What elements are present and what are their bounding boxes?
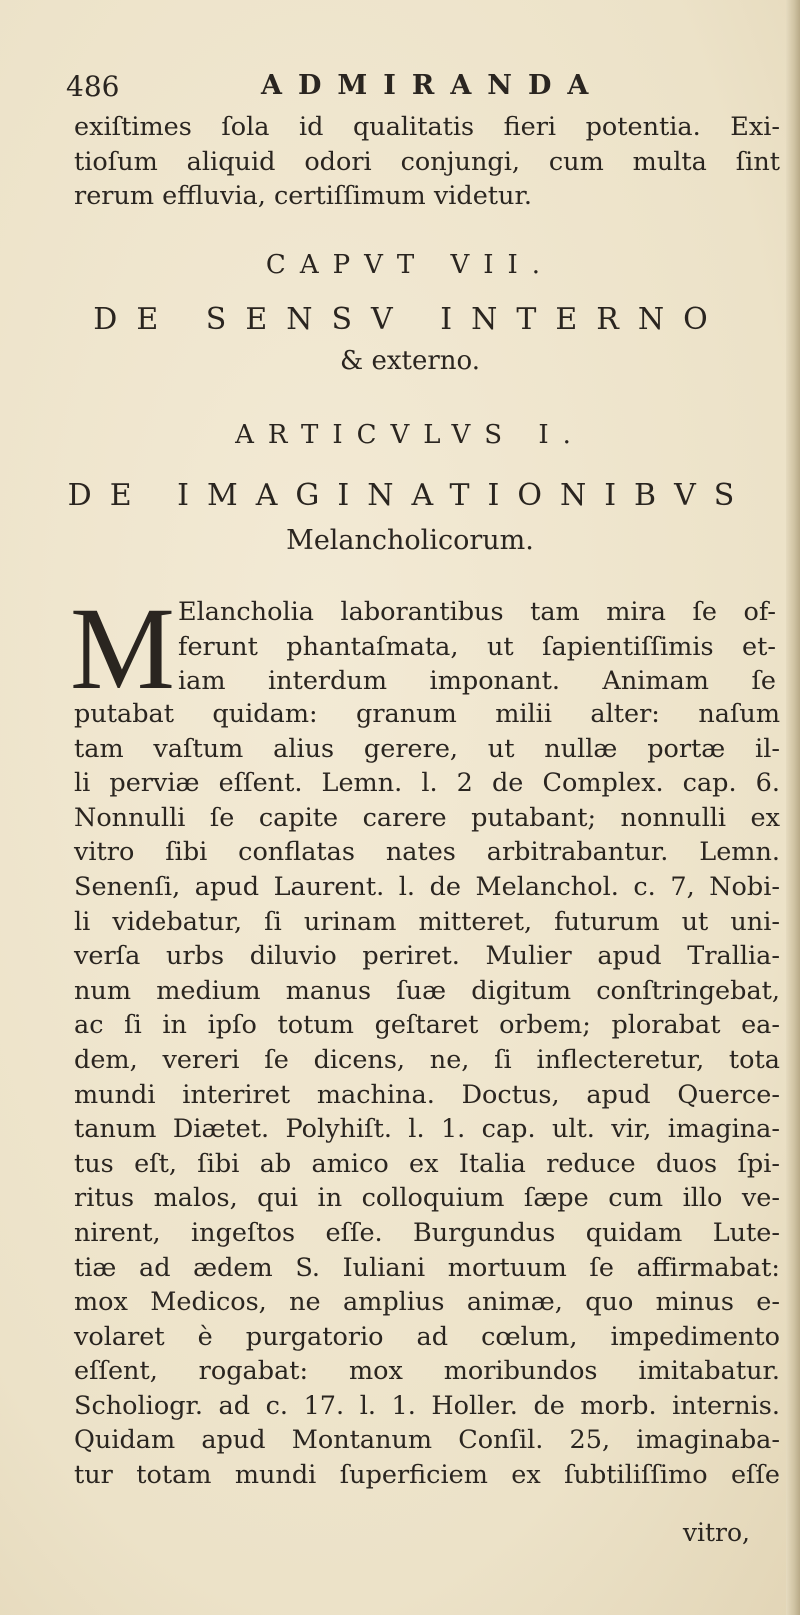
article-heading: ARTICVLVS I. [235,420,585,450]
text-line: putabat quidam: granum milii alter: naſum [74,699,780,729]
drop-cap: M [70,583,175,714]
page-header [66,70,766,108]
text-line: ritus malos, qui in colloquium ſæpe cum illo ve- [74,1183,780,1214]
page-edge [786,0,800,1615]
text-line: Senenſi, apud Laurent. l. de Melanchol. c. 7, Nobi- [74,871,780,902]
text-line: li videbatur, ſi urinam mitteret, futurum ut uni- [74,906,780,937]
text-line: vitro ſibi conflatas nates arbitrabantur. Lemn. [74,837,780,868]
text-line: li perviæ eſſent. Lemn. l. 2 de Complex. cap. 6. [74,768,780,799]
text-line: nirent, ingeſtos eſſe. Burgundus quidam Lute- [74,1217,780,1248]
text-line: Scholiogr. ad c. 17. l. 1. Holler. de morb. internis. [74,1390,780,1421]
text-line: ac ſi in ipſo totum geſtaret orbem; plorabat ea- [74,1010,780,1041]
chapter-heading: CAPVT VII. [265,250,555,280]
text-line: volaret è purgatorio ad cœlum, impedimento [74,1321,780,1352]
catchword: vitro, [682,1518,750,1547]
top-paragraph [74,110,780,214]
article-subtitle: Melancholicorum. [286,525,534,556]
text-line: dem, vereri ſe dicens, ne, ſi inflecteretur, tota [74,1044,780,1075]
text-line: mox Medicos, ne amplius animæ, quo minus e- [74,1287,780,1318]
text-line: mundi interiret machina. Doctus, apud Querce- [74,1079,780,1110]
text-line: Elancholia laborantibus tam mira ſe of- [178,597,776,627]
text-line: num medium manus ſuæ digitum conſtringebat, [74,975,780,1006]
text-line: tur totam mundi ſuperficiem ex ſubtiliſſimo eſſe [74,1460,780,1491]
text-line: tam vaſtum alius gerere, ut nullæ portæ il- [74,733,780,764]
running-title: ADMIRANDA [261,70,605,101]
text-line: rerum effluvia, certiſſimum videtur. [74,181,532,212]
text-line: tioſum aliquid odori conjungi, cum multa ſint [74,146,780,177]
text-line: ferunt phantaſmata, ut ſapientiſſimis et- [178,631,776,662]
article-title: DE IMAGINATIONIBVS [67,478,753,513]
text-line: iam interdum imponant. Animam ſe [178,666,776,697]
page-number: 486 [66,70,120,103]
text-line: tiæ ad ædem S. Iuliani mortuum ſe affirmabat: [74,1252,780,1283]
text-line: tanum Diætet. Polyhiſt. l. 1. cap. ult. vir, imagina- [74,1114,780,1145]
chapter-title: DE SENSV INTERNO [93,302,727,337]
text-line: Nonnulli ſe capite carere putabant; nonnulli ex [74,802,780,833]
text-line: eſſent, rogabat: mox moribundos imitabatur. [74,1356,780,1387]
text-line: tus eſt, ſibi ab amico ex Italia reduce duos ſpi- [74,1148,780,1179]
text-line: verſa urbs diluvio periret. Mulier apud Trallia- [74,941,780,972]
text-line: exiſtimes ſola id qualitatis fieri potentia. Exi- [74,112,780,142]
body-paragraph [74,697,780,1493]
lead-paragraph [178,595,776,699]
chapter-subtitle: & externo. [340,346,480,376]
text-line: Quidam apud Montanum Conſil. 25, imaginaba- [74,1425,780,1456]
